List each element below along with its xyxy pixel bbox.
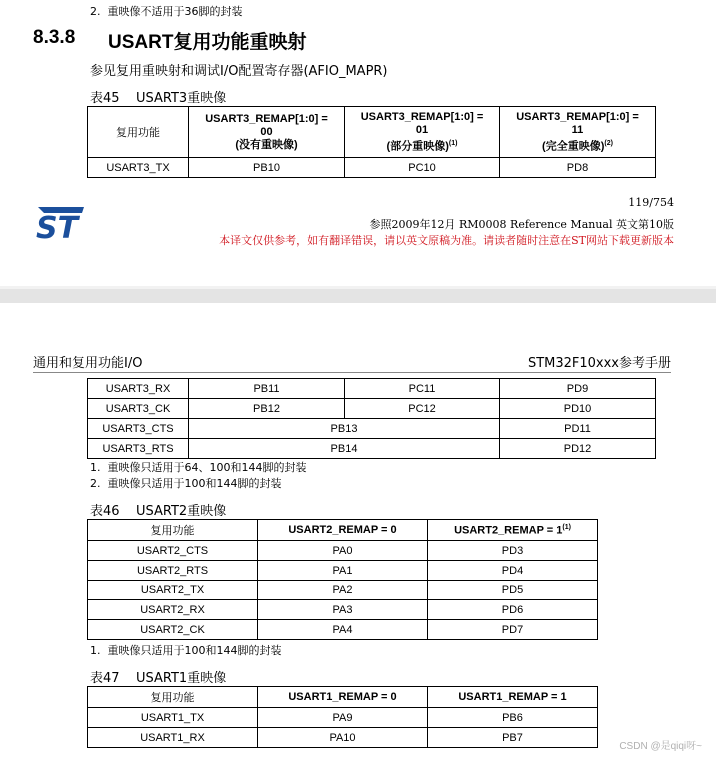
table-cell: USART3_CK — [88, 399, 189, 419]
table45-note-2: 2. 重映像只适用于100和144脚的封装 — [90, 477, 282, 490]
table45-continued — [87, 378, 656, 459]
table45-caption — [90, 87, 226, 106]
table-header-row — [88, 687, 598, 708]
section-title: USART复用功能重映射 — [108, 32, 307, 53]
header-rule — [33, 372, 671, 373]
table46-caption: 表46 USART2重映像 — [90, 504, 227, 519]
table-row — [88, 158, 656, 178]
table-cell: PD10 — [500, 399, 656, 419]
header-remap-01: USART3_REMAP[1:0] = 01 (部分重映像)$^{(1)}$ — [345, 107, 500, 158]
table45-note-1: 1. 重映像只适用于64、100和144脚的封装 — [90, 461, 307, 474]
table-header-row — [88, 520, 598, 541]
table-row — [88, 439, 656, 459]
table-row: USART2_TX PA2 PD5 — [88, 581, 598, 600]
table-row: USART2_CTS PA0 PD3 — [88, 541, 598, 561]
table-cell: PC10 — [345, 158, 500, 178]
table-cell: PB14 — [189, 439, 500, 459]
svg-text:ST: ST — [36, 211, 79, 241]
table-cell: PC11 — [345, 379, 500, 399]
note-number: 2. — [90, 5, 101, 18]
table-cell: PD12 — [500, 439, 656, 459]
table46-note: 1. 重映像只适用于100和144脚的封装 — [90, 644, 282, 657]
table-header-row — [88, 107, 656, 158]
st-logo — [32, 207, 84, 241]
header-remap-1: USART2_REMAP = $1^{(1)}$ — [428, 520, 598, 541]
header-remap-00: USART3_REMAP[1:0] = 00 (没有重映像) — [189, 107, 345, 158]
running-header-right: STM32F10xxx参考手册 — [527, 356, 671, 371]
table-row: USART2_RX PA3 PD6 — [88, 600, 598, 620]
table-cell: PD8 — [500, 158, 656, 178]
table-row — [88, 419, 656, 439]
table-label: 表45 — [90, 91, 120, 106]
header-remap-1: USART1_REMAP = 1 — [428, 687, 598, 708]
header-remap-0: USART1_REMAP = 0 — [258, 687, 428, 708]
table-cell: USART3_TX — [88, 158, 189, 178]
running-header-left: 通用和复用功能I/O — [33, 356, 143, 371]
page-number: 119/754 — [628, 196, 674, 209]
intro-paragraph: 参见复用重映射和调试I/O配置寄存器(AFIO_MAPR) — [90, 64, 388, 79]
table-title: USART3重映像 — [136, 91, 227, 106]
table-cell: USART3_CTS — [88, 419, 189, 439]
header-function: 复用功能 — [88, 520, 258, 541]
table46 — [87, 519, 598, 640]
table-cell: PB11 — [189, 379, 345, 399]
watermark: CSDN @是qiqi呀~ — [619, 741, 702, 752]
table47-caption: 表47 USART1重映像 — [90, 671, 227, 686]
table45 — [87, 106, 656, 178]
footer-reference: 参照2009年12月 RM0008 Reference Manual 英文第10版 — [369, 218, 674, 231]
page-gap — [0, 289, 716, 303]
table47 — [87, 686, 598, 748]
footer-disclaimer: 本译文仅供参考，如有翻译错误，请以英文原稿为准。请读者随时注意在ST网站下载更新版本 — [219, 234, 674, 247]
table-row: USART2_CK PA4 PD7 — [88, 620, 598, 640]
table-cell: PB10 — [189, 158, 345, 178]
table-cell: PD9 — [500, 379, 656, 399]
table-cell: PD11 — [500, 419, 656, 439]
table-row — [88, 399, 656, 419]
table-row: USART1_RX PA10 PB7 — [88, 728, 598, 748]
table-cell: PB13 — [189, 419, 500, 439]
section-number: 8.3.8 — [33, 27, 76, 48]
header-function: 复用功能 — [88, 687, 258, 708]
table-row: USART2_RTS PA1 PD4 — [88, 561, 598, 581]
header-remap-11: USART3_REMAP[1:0] = 11 (完全重映像)$^{(2)}$ — [500, 107, 656, 158]
table-cell: USART3_RTS — [88, 439, 189, 459]
table-row — [88, 379, 656, 399]
table-cell: PC12 — [345, 399, 500, 419]
top-note — [90, 3, 243, 19]
note-text: 重映像不适用于36脚的封装 — [107, 5, 243, 18]
st-logo-icon — [32, 207, 84, 241]
header-remap-0: USART2_REMAP = 0 — [258, 520, 428, 541]
table-cell: USART3_RX — [88, 379, 189, 399]
table-cell: PB12 — [189, 399, 345, 419]
table-row: USART1_TX PA9 PB6 — [88, 708, 598, 728]
header-function: 复用功能 — [88, 107, 189, 158]
